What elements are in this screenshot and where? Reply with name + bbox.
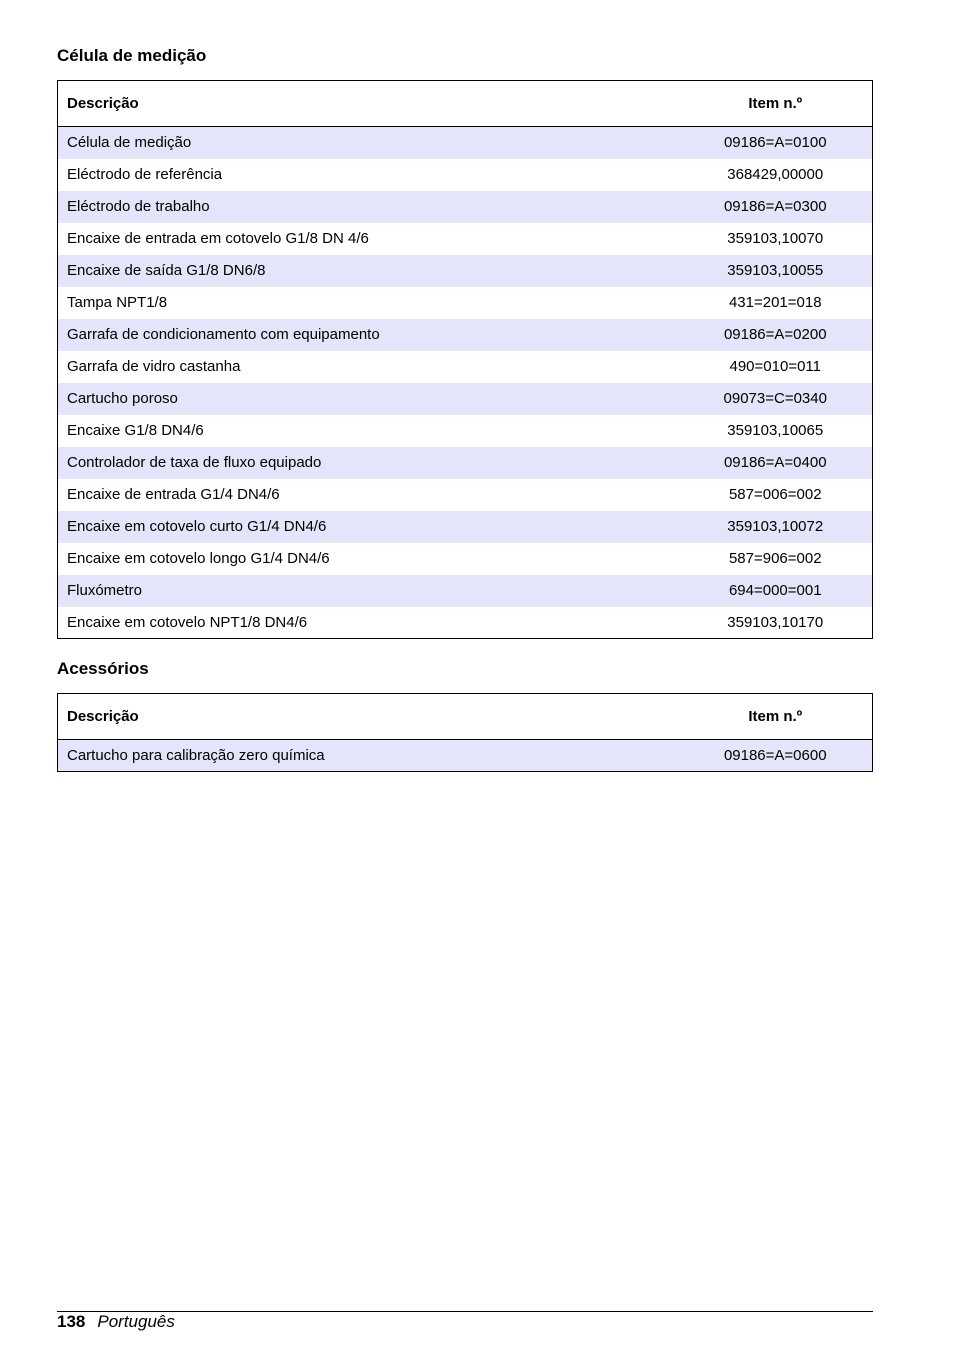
table-header-row <box>58 81 873 127</box>
table-row <box>58 159 873 191</box>
row-description: Encaixe de saída G1/8 DN6/8 <box>58 255 679 287</box>
table-row <box>58 255 873 287</box>
row-item-number: 694=000=001 <box>679 575 873 607</box>
row-description: Cartucho poroso <box>58 383 679 415</box>
row-item-number: 587=906=002 <box>679 543 873 575</box>
row-item-number: 359103,10070 <box>679 223 873 255</box>
table-row <box>58 543 873 575</box>
row-item-number: 09186=A=0400 <box>679 447 873 479</box>
section-title-accessories: Acessórios <box>57 659 149 678</box>
row-description: Eléctrodo de trabalho <box>58 191 679 223</box>
table-row <box>58 479 873 511</box>
row-item-number: 359103,10055 <box>679 255 873 287</box>
row-item-number: 359103,10170 <box>679 607 873 639</box>
table-row <box>58 319 873 351</box>
section-title-measuring-cell: Célula de medição <box>57 46 207 65</box>
row-item-number: 359103,10065 <box>679 415 873 447</box>
table-body <box>58 740 873 772</box>
table-body <box>58 127 873 639</box>
column-header-description: Descrição <box>58 694 679 740</box>
row-description: Tampa NPT1/8 <box>58 287 679 319</box>
row-description: Encaixe em cotovelo curto G1/4 DN4/6 <box>58 511 679 543</box>
column-header-item-number: Item n.º <box>679 81 873 127</box>
table-row <box>58 223 873 255</box>
page-footer <box>57 1312 175 1332</box>
table-row <box>58 383 873 415</box>
row-description: Encaixe de entrada em cotovelo G1/8 DN 4/6 <box>58 223 679 255</box>
row-description: Cartucho para calibração zero química <box>58 740 679 772</box>
table-row <box>58 607 873 639</box>
row-item-number: 09186=A=0200 <box>679 319 873 351</box>
row-description: Encaixe de entrada G1/4 DN4/6 <box>58 479 679 511</box>
row-description: Controlador de taxa de fluxo equipado <box>58 447 679 479</box>
row-item-number: 490=010=011 <box>679 351 873 383</box>
row-description: Célula de medição <box>58 127 679 159</box>
page-number: 138 <box>57 1312 86 1331</box>
footer-language: Português <box>97 1312 175 1331</box>
column-header-description: Descrição <box>58 81 679 127</box>
row-item-number: 09186=A=0300 <box>679 191 873 223</box>
row-item-number: 09073=C=0340 <box>679 383 873 415</box>
row-description: Garrafa de vidro castanha <box>58 351 679 383</box>
row-item-number: 359103,10072 <box>679 511 873 543</box>
column-header-item-number: Item n.º <box>679 694 873 740</box>
table-row <box>58 575 873 607</box>
row-item-number: 431=201=018 <box>679 287 873 319</box>
row-description: Encaixe em cotovelo NPT1/8 DN4/6 <box>58 607 679 639</box>
table-row <box>58 447 873 479</box>
row-description: Eléctrodo de referência <box>58 159 679 191</box>
row-description: Encaixe G1/8 DN4/6 <box>58 415 679 447</box>
table-row <box>58 415 873 447</box>
footer-divider <box>57 1311 873 1312</box>
table-row <box>58 127 873 159</box>
row-item-number: 368429,00000 <box>679 159 873 191</box>
row-item-number: 587=006=002 <box>679 479 873 511</box>
row-description: Encaixe em cotovelo longo G1/4 DN4/6 <box>58 543 679 575</box>
row-item-number: 09186=A=0600 <box>679 740 873 772</box>
table-row <box>58 511 873 543</box>
row-description: Fluxómetro <box>58 575 679 607</box>
parts-table-accessories <box>57 693 873 772</box>
table-row <box>58 740 873 772</box>
table-row <box>58 287 873 319</box>
parts-table-measuring-cell <box>57 80 873 639</box>
table-row <box>58 191 873 223</box>
table-header-row <box>58 694 873 740</box>
row-item-number: 09186=A=0100 <box>679 127 873 159</box>
row-description: Garrafa de condicionamento com equipamento <box>58 319 679 351</box>
table-row <box>58 351 873 383</box>
